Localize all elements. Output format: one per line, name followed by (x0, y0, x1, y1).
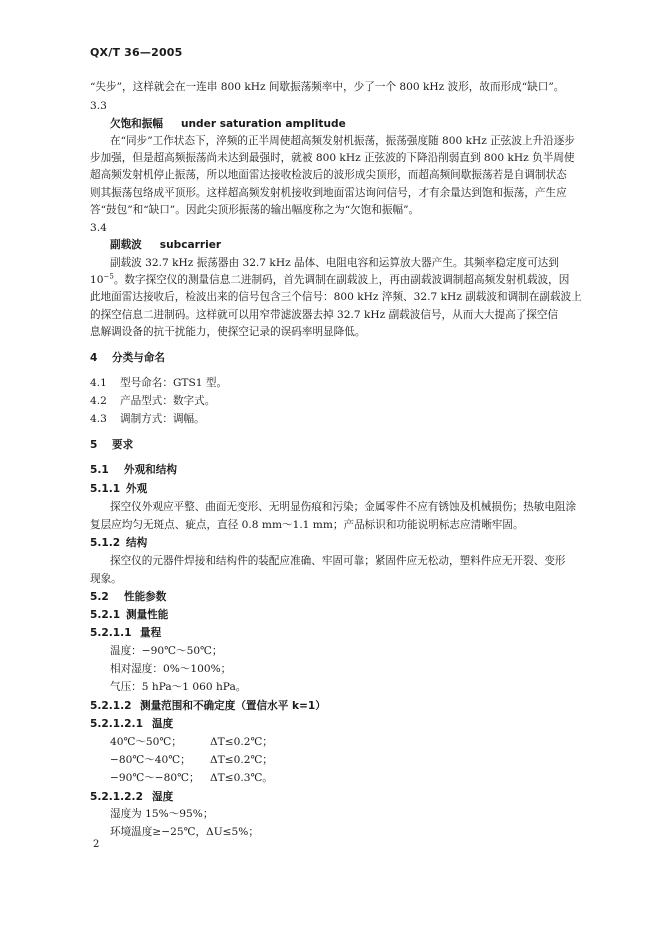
chapter-title: 分类与命名 (112, 352, 165, 364)
paragraph-line: “失步”，这样就会在一连串 800 kHz 间歇振荡频率中，少了一个 800 kHz 波形，故而形成“缺口”。 (90, 81, 565, 93)
section-title: 湿度 (152, 791, 174, 803)
paragraph-line: 则其振荡包络成平顶形。这样超高频发射机接收到地面雷达询问信号，才有余量达到饱和振荡，产生应 (90, 187, 567, 199)
paragraph-line: 副载波 32.7 kHz 振荡器由 32.7 kHz 晶体、电阻电容和运算放大器产生。其频率稳定度可达到 (110, 257, 559, 269)
section-number: 5.1.1 (90, 483, 121, 495)
exponent-base: 10 (90, 274, 104, 286)
chapter-number: 4 (90, 352, 98, 364)
term-heading (110, 117, 346, 131)
paragraph-line: 在“同步”工作状态下，淬频的正半周使超高频发射机振荡，振荡强度随 800 kHz 正弦波上升沿逐步 (110, 135, 575, 147)
section-number: 3.3 (90, 100, 107, 112)
section-number: 5.2.1.2 (90, 700, 132, 712)
uncertainty-row (110, 753, 273, 767)
clause-number: 4.1 (90, 377, 107, 389)
section-number: 3.4 (90, 222, 107, 234)
clause-line (90, 412, 205, 426)
temperature-range: −90℃～−80℃； (110, 772, 200, 784)
section-heading (90, 536, 147, 550)
chapter-number: 5 (90, 439, 98, 451)
section-heading (90, 626, 161, 640)
section-heading (90, 699, 326, 713)
term-cn: 副载波 (110, 239, 142, 251)
uncertainty-value: ΔT≤0.2℃； (210, 754, 273, 766)
chapter-heading (90, 351, 165, 365)
clause-text: 调制方式：调幅。 (120, 413, 205, 425)
paragraph-line: 答“鼓包”和“缺口”。因此尖顶形振荡的输出幅度称之为“欠饱和振幅”。 (90, 204, 420, 216)
paragraph-line: 现象。 (90, 573, 122, 585)
paragraph-line: 息解调设备的抗干扰能力，使探空记录的误码率明显降低。 (90, 326, 366, 338)
section-heading (90, 463, 177, 477)
section-number: 5.2.1.1 (90, 627, 132, 639)
paragraph-line: 步加强，但是超高频振荡尚未达到最强时，就被 800 kHz 正弦波的下降沿削弱直到 800 kHz 负半周使 (90, 152, 575, 164)
clause-line (90, 376, 227, 390)
clause-number: 4.2 (90, 395, 107, 407)
temperature-range: −80℃～40℃； (110, 754, 191, 766)
section-heading (90, 608, 168, 622)
paragraph-text: 。数字探空仪的测量信息二进制码，首先调制在副载波上，再由副载波调制超高频发射机载波，因 (113, 274, 570, 286)
section-title: 外观 (126, 483, 148, 495)
section-number: 5.2.1.2.2 (90, 791, 143, 803)
section-title: 测量性能 (126, 609, 169, 621)
term-heading (110, 238, 221, 252)
section-number: 5.1.2 (90, 537, 121, 549)
range-line: 温度：−90℃～50℃； (110, 645, 223, 657)
section-title: 温度 (152, 718, 174, 730)
range-line: 相对湿度：0%～100%； (110, 663, 232, 675)
paragraph-line: 复层应均匀无斑点、疵点，直径 0.8 mm～1.1 mm；产品标识和功能说明标志应清晰牢固。 (90, 519, 524, 531)
section-title: 结构 (126, 537, 148, 549)
uncertainty-row (110, 771, 273, 785)
paragraph-line: 探空仪外观应平整、曲面无变形、无明显伤痕和污染；金属零件不应有锈蚀及机械损伤；热敏电阻涂 (110, 501, 577, 513)
page-number: 2 (93, 839, 100, 850)
section-title: 测量范围和不确定度（置信水平 k=1） (140, 700, 326, 712)
term-en: subcarrier (159, 239, 222, 251)
paragraph-line: 的探空信息二进制码。这样就可以用窄带滤波器去掉 32.7 kHz 副载波信号，从而大大提高了探空信 (90, 309, 559, 321)
term-en: under saturation amplitude (180, 118, 346, 130)
uncertainty-value: ΔT≤0.2℃； (210, 736, 273, 748)
range-line: 气压：5 hPa～1 060 hPa。 (110, 681, 247, 693)
range-line: 湿度为 15%～95%； (110, 808, 214, 820)
clause-line (90, 394, 215, 408)
section-heading (90, 482, 147, 496)
chapter-title: 要求 (112, 439, 134, 451)
chapter-heading (90, 438, 133, 452)
paragraph-line: 此地面雷达接收后，检波出来的信号包含三个信号：800 kHz 淬频、32.7 kHz 副载波和调制在副载波上 (90, 291, 582, 303)
section-number: 5.2.1 (90, 609, 121, 621)
section-heading (90, 717, 173, 731)
section-number: 5.2 (90, 591, 109, 603)
paragraph-line (90, 273, 569, 287)
clause-text: 型号命名：GTS1 型。 (120, 377, 228, 389)
temperature-range: 40℃～50℃； (110, 736, 182, 748)
section-title: 量程 (140, 627, 162, 639)
standard-code-header: QX/T 36—2005 (90, 46, 183, 59)
section-title: 外观和结构 (124, 464, 177, 476)
section-title: 性能参数 (124, 591, 167, 603)
term-cn: 欠饱和振幅 (110, 118, 163, 130)
clause-text: 产品型式：数字式。 (120, 395, 216, 407)
clause-number: 4.3 (90, 413, 107, 425)
uncertainty-row (110, 735, 273, 749)
paragraph-line: 探空仪的元器件焊接和结构件的装配应准确、牢固可靠；紧固件应无松动，塑料件应无开裂、变形 (110, 555, 566, 567)
uncertainty-value: ΔT≤0.3℃。 (210, 772, 273, 784)
section-heading (90, 790, 173, 804)
range-line: 环境温度≥−25℃，ΔU≤5%； (110, 826, 259, 838)
section-number: 5.1 (90, 464, 109, 476)
paragraph-line: 超高频发射机停止振荡，所以地面雷达接收检波后的波形成尖顶形，而超高频间歇振荡若是自调制状态 (90, 169, 567, 181)
section-number: 5.2.1.2.1 (90, 718, 143, 730)
exponent: −5 (103, 272, 114, 281)
section-heading (90, 590, 166, 604)
